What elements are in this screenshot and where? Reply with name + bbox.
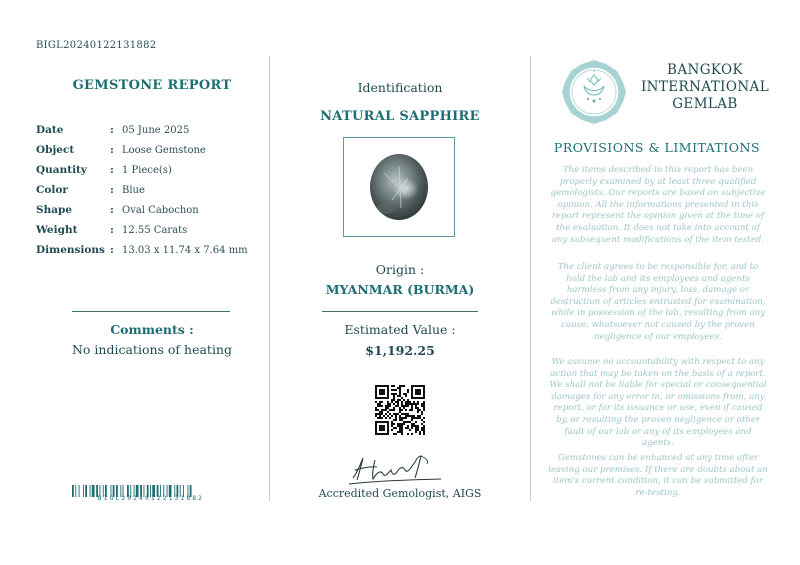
gemstone-photo-frame — [343, 137, 455, 237]
lab-name-line: INTERNATIONAL — [640, 79, 770, 95]
detail-row-shape — [36, 200, 276, 220]
detail-separator: : — [110, 144, 114, 156]
detail-row-weight — [36, 220, 276, 240]
detail-separator: : — [110, 184, 114, 196]
detail-row-object — [36, 140, 276, 160]
barcode-text: BIGL20240122131882 — [97, 495, 205, 502]
detail-label: Shape — [36, 204, 73, 216]
detail-value: 1 Piece(s) — [122, 164, 172, 176]
estimated-value-label: Estimated Value : — [344, 322, 456, 337]
provisions-paragraph: The client agrees to be responsible for, and to hold the lab and its employees and agents harmless from any injury, loss, damage or destruction of articles entrusted for examination, while in possession of the lab, resulting from any cause, whatsoever not caused by the proven negligence of our employees. — [550, 262, 766, 342]
estimated-value-amount: $1,192.25 — [365, 343, 435, 358]
comments-divider — [72, 311, 230, 312]
detail-label: Dimensions — [36, 244, 105, 256]
detail-label: Object — [36, 144, 75, 156]
detail-separator: : — [110, 224, 114, 236]
origin-value: MYANMAR (BURMA) — [325, 282, 475, 297]
detail-row-quantity — [36, 160, 276, 180]
detail-value: Oval Cabochon — [122, 204, 199, 216]
provisions-paragraph: The items described in this report has been properly examined by at least three qualified gemologists. Our reports are based on subjective opinion. All the informations presented in this report represent the opinion given at the time of the evaluation. It does not take into account of any subsequent modifications of the item tested. — [550, 165, 766, 245]
detail-separator: : — [110, 204, 114, 216]
gemstone-image — [344, 138, 454, 236]
detail-value: 12.55 Carats — [122, 224, 188, 236]
detail-label: Date — [36, 124, 64, 136]
detail-label: Quantity — [36, 164, 88, 176]
detail-row-date — [36, 120, 276, 140]
lab-name — [630, 62, 780, 113]
detail-row-color — [36, 180, 276, 200]
lab-name-line: GEMLAB — [672, 96, 738, 112]
detail-value: Loose Gemstone — [122, 144, 206, 156]
detail-separator: : — [110, 164, 114, 176]
signature-caption: Accredited Gemologist, AIGS — [318, 487, 482, 500]
report-title: GEMSTONE REPORT — [72, 78, 232, 93]
gemologist-signature — [345, 448, 445, 488]
origin-label: Origin : — [375, 262, 425, 277]
comments-text: No indications of heating — [71, 342, 233, 357]
stone-name: NATURAL SAPPHIRE — [320, 109, 480, 124]
detail-value: Blue — [122, 184, 145, 196]
detail-separator: : — [110, 124, 114, 136]
column-divider-right — [530, 56, 531, 501]
detail-label: Weight — [36, 224, 78, 236]
provisions-paragraph: We assume no accountability with respect to any action that may be taken on the basis of a report. We shall not be liable for special or consequential damages for any error in, or omissions from, any report, or for its issuance or use, even if caused by, or resulting the proven negligence or other fault of our lab or any of its employees and agents. — [549, 357, 767, 449]
detail-value: 13.03 x 11.74 x 7.64 mm — [122, 244, 248, 256]
identification-label: Identification — [357, 80, 443, 95]
detail-separator: : — [110, 244, 114, 256]
comments-title: Comments : — [110, 322, 194, 337]
report-id: BIGL20240122131882 — [36, 40, 157, 51]
detail-label: Color — [36, 184, 68, 196]
provisions-title: PROVISIONS & LIMITATIONS — [553, 140, 761, 155]
lab-name-line: BANGKOK — [667, 62, 743, 78]
value-divider — [322, 311, 478, 312]
detail-row-dimensions — [36, 240, 276, 260]
qr-code — [375, 385, 425, 435]
details-table — [36, 120, 276, 260]
detail-value: 05 June 2025 — [122, 124, 190, 136]
provisions-paragraph: Gemstones can be enhanced at any time after leaving our premises. If there are doubts about an item's current condition, it can be submitted for re-testing. — [548, 453, 768, 498]
lab-logo-seal — [560, 58, 628, 126]
